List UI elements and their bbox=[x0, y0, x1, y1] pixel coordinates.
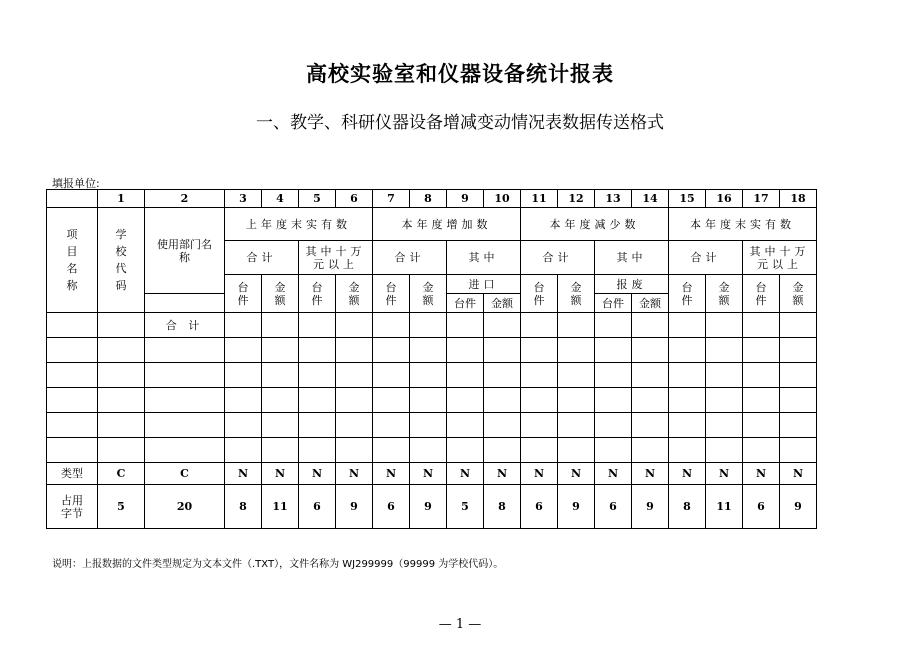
total-header: 合计 bbox=[669, 241, 743, 275]
total-header: 合计 bbox=[521, 241, 595, 275]
amount-header: 金额 bbox=[262, 275, 299, 313]
col-number: 12 bbox=[558, 190, 595, 208]
over-100k-header: 其中十万元以上 bbox=[743, 241, 817, 275]
sets-header: 台件 bbox=[669, 275, 706, 313]
dept-name-header: 使用部门名称 bbox=[145, 208, 225, 294]
sets-header: 台件 bbox=[373, 275, 410, 313]
bytes-row-label: 占用字节 bbox=[47, 485, 98, 529]
scrap-header: 报废 bbox=[595, 275, 669, 294]
blank-row bbox=[47, 438, 817, 463]
data-format-table bbox=[46, 189, 817, 529]
page-number: — 1 — bbox=[438, 617, 482, 632]
sets-header: 台件 bbox=[447, 294, 484, 313]
of-which-header: 其中 bbox=[595, 241, 669, 275]
sets-header: 台件 bbox=[225, 275, 262, 313]
col-number: 10 bbox=[484, 190, 521, 208]
end-year-header: 本年度末实有数 bbox=[669, 208, 817, 241]
total-header: 合计 bbox=[225, 241, 299, 275]
amount-header: 金额 bbox=[780, 275, 817, 313]
over-100k-header: 其中十万元以上 bbox=[299, 241, 373, 275]
blank-row bbox=[47, 363, 817, 388]
amount-header: 金额 bbox=[484, 294, 521, 313]
column-number-row bbox=[47, 190, 817, 208]
amount-header: 金额 bbox=[558, 275, 595, 313]
total-row bbox=[47, 313, 817, 338]
school-code-header: 学校代码 bbox=[98, 208, 145, 313]
item-name-header: 项目名称 bbox=[47, 208, 98, 313]
decrease-header: 本年度减少数 bbox=[521, 208, 669, 241]
sets-header: 台件 bbox=[595, 294, 632, 313]
col-number: 1 bbox=[98, 190, 145, 208]
col-number: 11 bbox=[521, 190, 558, 208]
col-number: 9 bbox=[447, 190, 484, 208]
import-header: 进口 bbox=[447, 275, 521, 294]
col-number: 4 bbox=[262, 190, 299, 208]
sets-header: 台件 bbox=[299, 275, 336, 313]
sets-header: 台件 bbox=[743, 275, 780, 313]
col-number: 2 bbox=[145, 190, 225, 208]
col-number: 8 bbox=[410, 190, 447, 208]
col-number: 6 bbox=[336, 190, 373, 208]
blank-row bbox=[47, 338, 817, 363]
amount-header: 金额 bbox=[632, 294, 669, 313]
col-number: 16 bbox=[706, 190, 743, 208]
amount-header: 金额 bbox=[706, 275, 743, 313]
of-which-header: 其中 bbox=[447, 241, 521, 275]
blank-row bbox=[47, 388, 817, 413]
col-number: 5 bbox=[299, 190, 336, 208]
type-row: 类型 C C N N N N N N N N N N N N N N N N bbox=[47, 463, 817, 485]
amount-header: 金额 bbox=[336, 275, 373, 313]
explanation-note: 说明：上报数据的文件类型规定为文本文件（.TXT），文件名称为 WJ299999（99999 为学校代码）。 bbox=[52, 559, 504, 570]
start-year-header: 上年度末实有数 bbox=[225, 208, 373, 241]
report-subtitle: 一、教学、科研仪器设备增减变动情况表数据传送格式 bbox=[256, 113, 664, 133]
increase-header: 本年度增加数 bbox=[373, 208, 521, 241]
bytes-row: 占用字节 5 20 8 11 6 9 6 9 5 8 6 9 6 9 8 11 6 9 bbox=[47, 485, 817, 529]
col-number: 7 bbox=[373, 190, 410, 208]
amount-header: 金额 bbox=[410, 275, 447, 313]
fill-unit-label: 填报单位: bbox=[52, 177, 100, 190]
col-number: 14 bbox=[632, 190, 669, 208]
col-number: 15 bbox=[669, 190, 706, 208]
sets-header: 台件 bbox=[521, 275, 558, 313]
report-title: 高校实验室和仪器设备统计报表 bbox=[306, 62, 614, 86]
total-row-label: 合 计 bbox=[145, 313, 225, 338]
col-number: 18 bbox=[780, 190, 817, 208]
type-row-label: 类型 bbox=[47, 463, 98, 485]
blank-row bbox=[47, 413, 817, 438]
col-number: 3 bbox=[225, 190, 262, 208]
col-number: 17 bbox=[743, 190, 780, 208]
col-number: 13 bbox=[595, 190, 632, 208]
total-header: 合计 bbox=[373, 241, 447, 275]
